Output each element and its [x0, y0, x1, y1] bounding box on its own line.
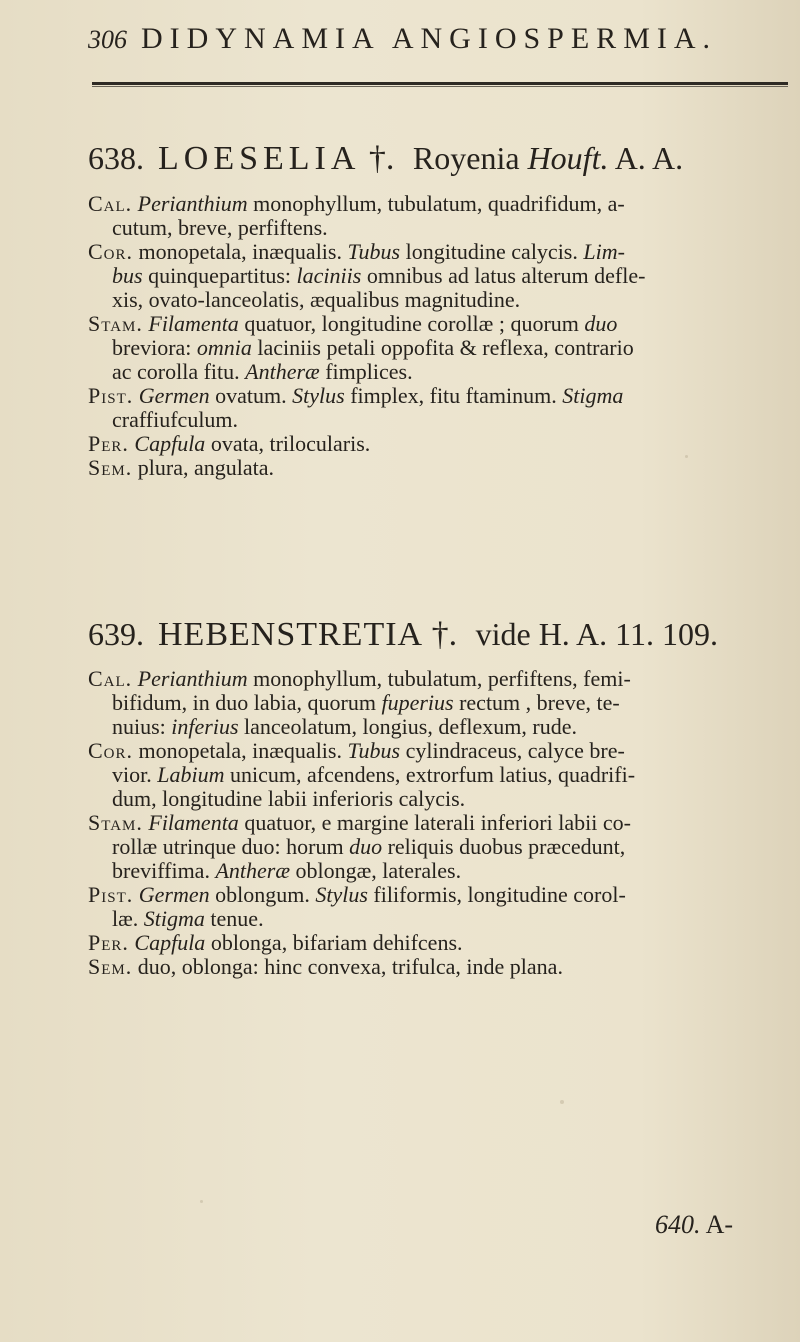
description-line: ac corolla fitu. Antheræ fimplices.: [112, 359, 413, 384]
description-line: rollæ utrinque duo: horum duo reliquis duobus præcedunt,: [112, 834, 626, 859]
description-line: Sem. duo, oblonga: hinc convexa, trifulca, inde plana.: [88, 954, 563, 979]
description-line: Pist. Germen oblongum. Stylus filiformis, longitudine corol-: [88, 882, 626, 907]
paper-speck: [200, 1200, 203, 1203]
description-line: Per. Capfula ovata, trilocularis.: [88, 431, 371, 456]
genus-number: 639.: [88, 616, 144, 652]
header-rule: [92, 82, 788, 85]
description-line: bus quinquepartitus: laciniis omnibus ad latus alterum defle-: [112, 263, 646, 288]
catchword: [655, 1210, 733, 1240]
description-line: Sem. plura, angulata.: [88, 455, 274, 480]
description-line: vior. Labium unicum, afcendens, extrorfum latius, quadrifi-: [112, 762, 636, 787]
description-line: Cal. Perianthium monophyllum, tubulatum, quadrifidum, a-: [88, 191, 625, 216]
description-line: cutum, breve, perfiftens.: [112, 215, 328, 240]
description-line: breviora: omnia laciniis petali oppofita & reflexa, contrario: [112, 335, 634, 360]
description-line: nuius: inferius lanceolatum, longius, deflexum, rude.: [112, 714, 577, 739]
running-head: [88, 22, 748, 62]
dagger-mark: †.: [431, 616, 458, 653]
genus-heading-hebenstretia: [88, 616, 718, 654]
page-number: 306: [88, 25, 127, 54]
running-title: DIDYNAMIA ANGIOSPERMIA.: [141, 22, 718, 55]
description-line: craffiufculum.: [112, 407, 239, 432]
paper-speck: [685, 455, 688, 458]
catchword-number: 640.: [655, 1210, 701, 1239]
reference-author: Houft.: [527, 140, 609, 176]
genus-name: LOESELIA: [158, 140, 361, 177]
paper-speck: [560, 1100, 564, 1104]
description-line: Stam. Filamenta quatuor, e margine laterali inferiori labii co-: [88, 810, 631, 835]
catchword-text: A-: [705, 1210, 734, 1239]
description-line: Cor. monopetala, inæqualis. Tubus longitudine calycis. Lim-: [88, 239, 625, 264]
description-line: breviffima. Antheræ oblongæ, laterales.: [112, 858, 462, 883]
description-line: dum, longitudine labii inferioris calycis.: [112, 786, 466, 811]
description-line: Pist. Germen ovatum. Stylus fimplex, fitu ftaminum. Stigma: [88, 383, 624, 408]
dagger-mark: †.: [368, 140, 395, 177]
description-line: xis, ovato-lanceolatis, æqualibus magnitudine.: [112, 287, 521, 312]
genus-synonym: Royenia Houft. A. A.: [412, 140, 684, 176]
description-line: læ. Stigma tenue.: [112, 906, 264, 931]
genus-synonym: vide H. A. 11. 109.: [475, 616, 718, 652]
description-line: Per. Capfula oblonga, bifariam dehifcens.: [88, 930, 463, 955]
description-line: Cor. monopetala, inæqualis. Tubus cylindraceus, calyce bre-: [88, 738, 625, 763]
genus-description-loeselia: [88, 192, 788, 480]
reference-tail: A. A.: [614, 140, 684, 176]
description-line: Stam. Filamenta quatuor, longitudine corollæ ; quorum duo: [88, 311, 618, 336]
genus-number: 638.: [88, 140, 144, 176]
genus-name: HEBENSTRETIA: [158, 616, 424, 653]
description-line: bifidum, in duo labia, quorum fuperius rectum , breve, te-: [112, 690, 620, 715]
genus-heading-loeselia: [88, 140, 683, 178]
description-line: Cal. Perianthium monophyllum, tubulatum, perfiftens, femi-: [88, 666, 631, 691]
header-rule-thin: [92, 86, 788, 87]
genus-description-hebenstretia: [88, 667, 788, 979]
